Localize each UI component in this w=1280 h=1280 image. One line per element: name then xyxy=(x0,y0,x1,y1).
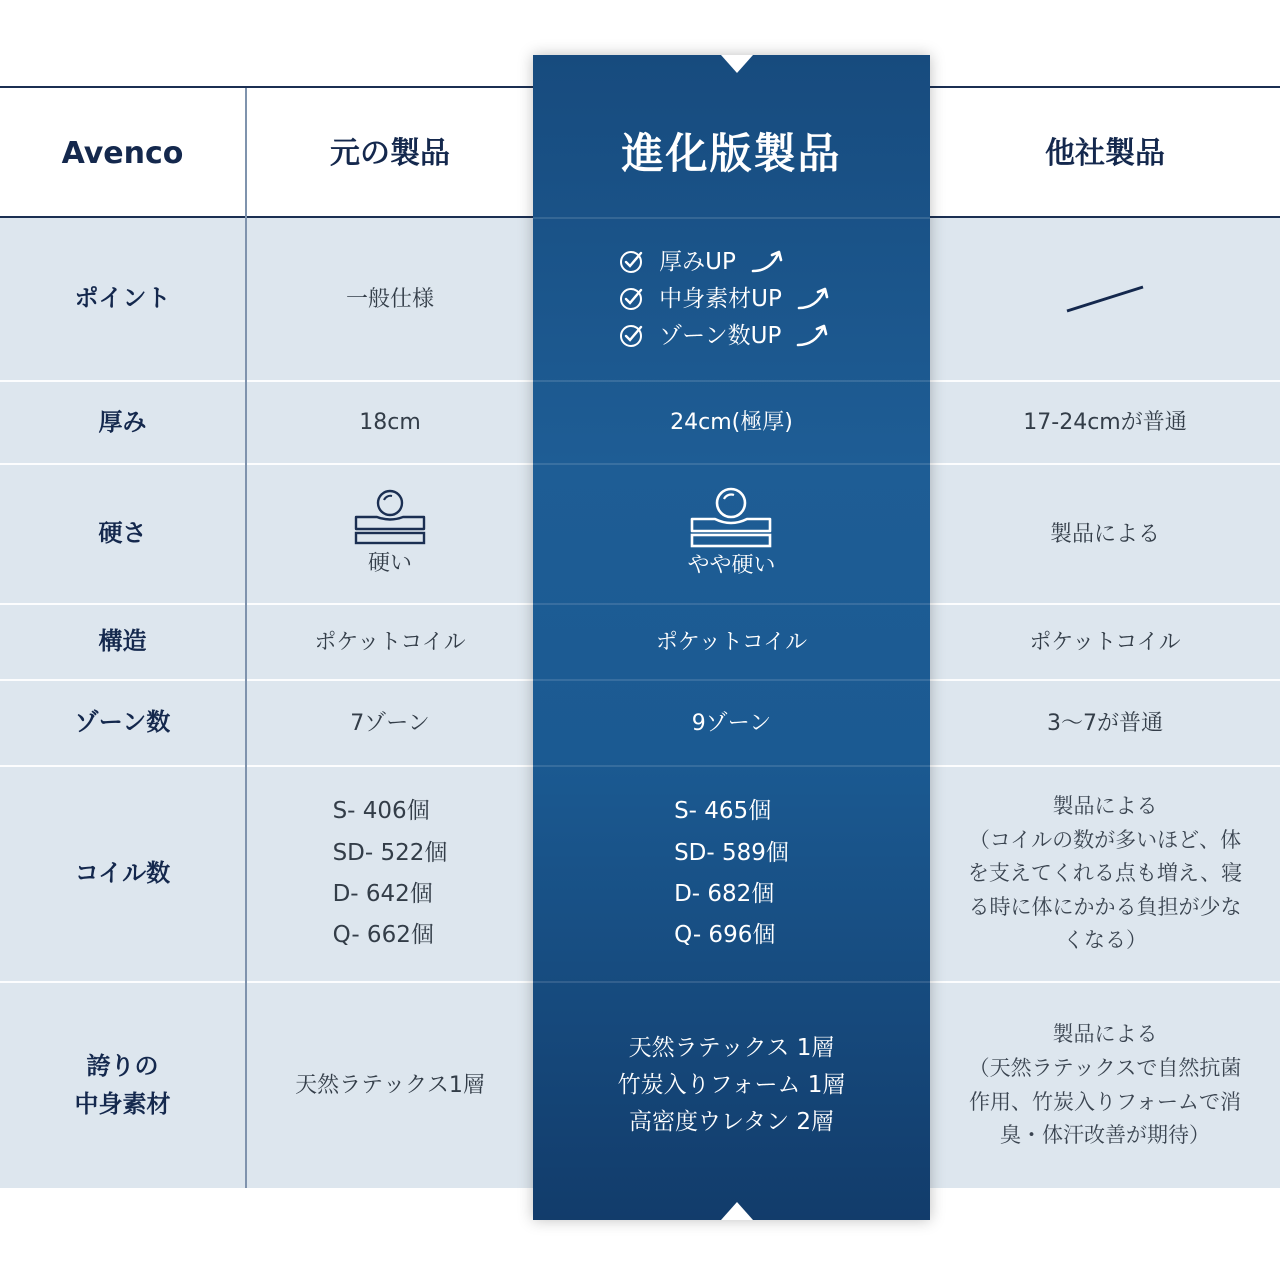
row-label-text: 誇りの xyxy=(86,1052,159,1081)
list-item: D- 642個 xyxy=(332,881,433,907)
cell-text: ポケットコイル xyxy=(1029,629,1181,655)
original-thickness-cell xyxy=(247,382,533,463)
list-item: 竹炭入りフォーム 1層 xyxy=(617,1072,846,1099)
top-notch xyxy=(721,55,753,73)
row-label-material xyxy=(0,983,245,1188)
list-item: 天然ラテックス 1層 xyxy=(628,1035,835,1062)
check-circle-icon xyxy=(619,286,645,312)
row-label-coils xyxy=(0,767,245,981)
evolved-point-list xyxy=(619,244,844,355)
note-line: る時に体にかかる負担が少な xyxy=(968,894,1242,919)
mattress-firmness-icon xyxy=(353,489,427,547)
row-label-point xyxy=(0,218,245,380)
point-text: 中身素材UP xyxy=(659,285,782,312)
evolved-firmness-cell xyxy=(533,465,930,603)
note-line: くなる） xyxy=(1063,928,1147,953)
other-point-cell xyxy=(930,218,1280,380)
cell-text: 7ゾーン xyxy=(350,710,430,736)
list-item: S- 465個 xyxy=(674,798,772,825)
evolved-material-cell xyxy=(533,983,930,1188)
original-column-title: 元の製品 xyxy=(330,135,450,171)
evolved-zones-cell xyxy=(533,681,930,765)
original-coils-cell xyxy=(247,767,533,981)
firmness-block xyxy=(687,487,775,582)
cell-text: 17-24cmが普通 xyxy=(1023,410,1187,435)
note-line: （天然ラテックスで自然抗菌 xyxy=(968,1055,1242,1080)
other-coils-cell xyxy=(930,767,1280,981)
evolved-structure-cell xyxy=(533,605,930,679)
point-item xyxy=(619,244,844,281)
list-item: SD- 589個 xyxy=(674,839,789,866)
row-label-text: 厚み xyxy=(98,407,147,436)
cell-text: 天然ラテックス1層 xyxy=(295,1073,485,1098)
original-structure-cell xyxy=(247,605,533,679)
evolved-coils-cell xyxy=(533,767,930,981)
coil-count-list xyxy=(674,791,789,957)
cell-text: 一般仕様 xyxy=(345,286,434,312)
row-label-text: ゾーン数 xyxy=(74,708,171,737)
row-label-firmness xyxy=(0,465,245,603)
bottom-notch xyxy=(721,1202,753,1220)
list-item: Q- 662個 xyxy=(332,922,434,949)
other-column-title: 他社製品 xyxy=(1045,135,1165,171)
row-label-structure xyxy=(0,605,245,679)
cell-text: 3〜7が普通 xyxy=(1047,710,1163,736)
check-circle-icon xyxy=(619,323,645,349)
point-text: 厚みUP xyxy=(659,248,736,275)
cell-text: 9ゾーン xyxy=(691,710,772,736)
cell-text: 製品による xyxy=(1049,521,1160,547)
note-line: （コイルの数が多いほど、体 xyxy=(968,827,1242,852)
brand-name: Avenco xyxy=(61,135,184,171)
note-line: 作用、竹炭入りフォームで消 xyxy=(969,1089,1241,1114)
other-column-header xyxy=(930,88,1280,218)
other-thickness-cell xyxy=(930,382,1280,463)
row-label-thickness xyxy=(0,382,245,463)
row-label-text: 構造 xyxy=(98,627,147,656)
arrow-up-right-icon xyxy=(796,286,830,312)
other-structure-cell xyxy=(930,605,1280,679)
row-label-zones xyxy=(0,681,245,765)
cell-text: 24cm(極厚) xyxy=(670,410,793,435)
arrow-up-right-icon xyxy=(750,249,784,275)
cell-text: 18cm xyxy=(359,410,421,435)
evolved-thickness-cell xyxy=(533,382,930,463)
list-item: Q- 696個 xyxy=(674,922,776,949)
other-zones-cell xyxy=(930,681,1280,765)
list-item: S- 406個 xyxy=(332,798,430,825)
cell-text: やや硬い xyxy=(687,552,776,578)
cell-text: ポケットコイル xyxy=(655,629,808,655)
evolved-column-title: 進化版製品 xyxy=(621,128,842,178)
note-line: を支えてくれる点も増え、寝 xyxy=(967,861,1243,886)
list-item: D- 682個 xyxy=(674,881,775,907)
brand-header xyxy=(0,88,245,218)
evolved-point-cell xyxy=(533,218,930,380)
evolved-column-header xyxy=(533,88,930,218)
row-label-text: 中身素材 xyxy=(74,1089,171,1118)
note-line: 製品による xyxy=(1052,794,1158,819)
arrow-up-right-icon xyxy=(795,323,829,349)
original-column-header xyxy=(247,88,533,218)
original-point-cell xyxy=(247,218,533,380)
firmness-block xyxy=(353,489,427,580)
other-firmness-cell xyxy=(930,465,1280,603)
list-item: 高密度ウレタン 2層 xyxy=(628,1108,835,1135)
original-material-cell xyxy=(247,983,533,1188)
other-material-cell xyxy=(930,983,1280,1188)
coil-count-list xyxy=(333,791,448,957)
point-text: ゾーン数UP xyxy=(659,322,782,349)
original-zones-cell xyxy=(247,681,533,765)
note-line: 製品による xyxy=(1052,1022,1158,1047)
cell-text: ポケットコイル xyxy=(314,629,466,655)
point-item xyxy=(619,281,844,318)
point-item xyxy=(619,318,844,355)
original-firmness-cell xyxy=(247,465,533,603)
row-label-text: ポイント xyxy=(74,284,171,313)
row-label-text: コイル数 xyxy=(74,859,171,888)
mattress-firmness-icon xyxy=(689,487,773,549)
check-circle-icon xyxy=(619,249,645,275)
row-label-text: 硬さ xyxy=(98,519,147,548)
cell-text: 硬い xyxy=(367,550,412,576)
note-line: 臭・体汗改善が期待） xyxy=(1000,1123,1210,1148)
dash-line-icon xyxy=(1065,283,1145,315)
list-item: SD- 522個 xyxy=(332,839,448,866)
